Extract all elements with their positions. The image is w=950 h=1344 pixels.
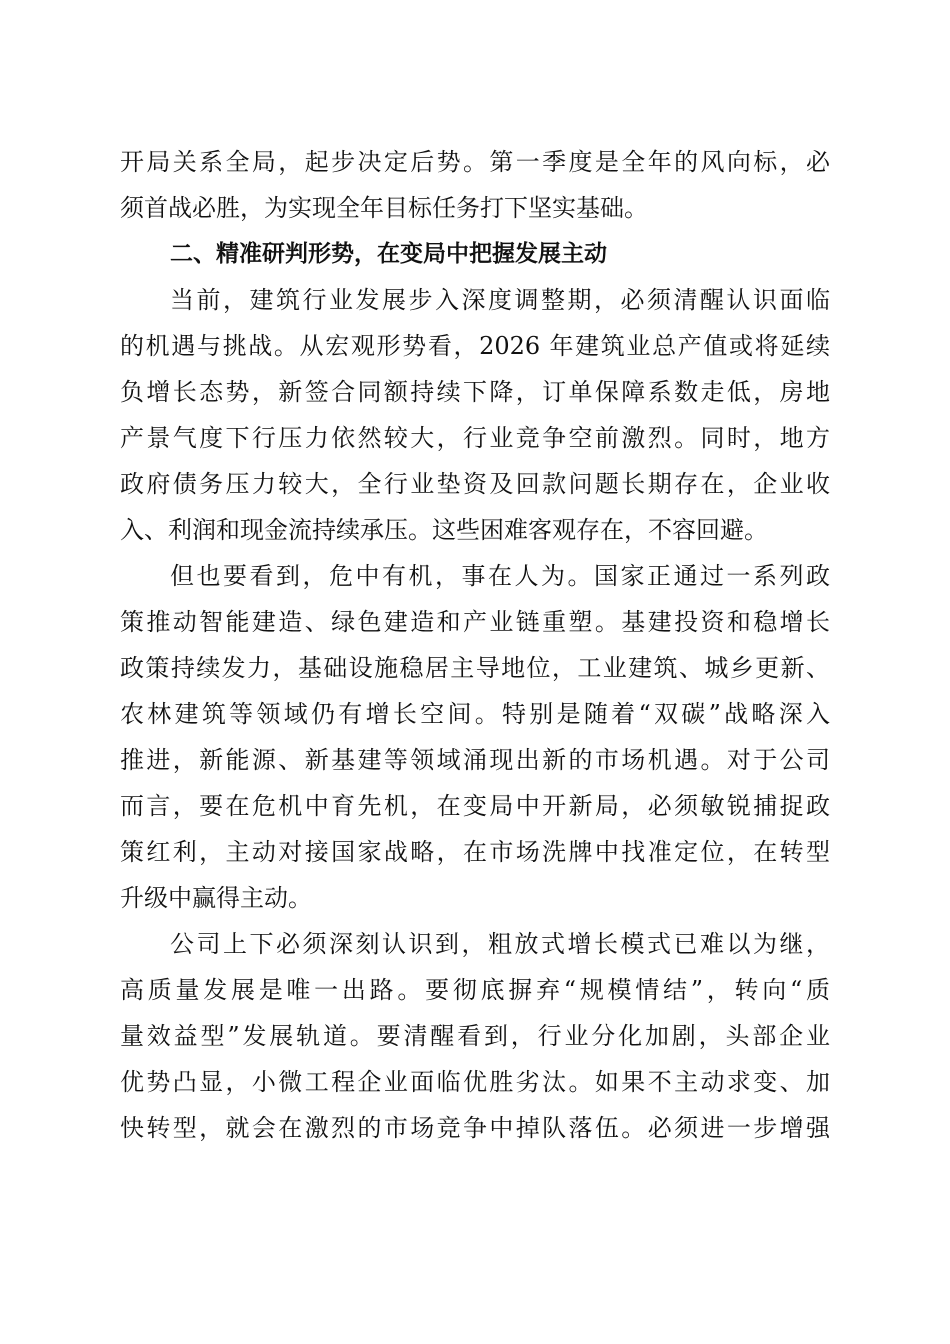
section-heading: 二、精准研判形势，在变局中把握发展主动 [170,241,607,267]
paragraph-line: 推进，新能源、新基建等领域涌现出新的市场机遇。对于公司 [120,746,830,774]
paragraph-line: 农林建筑等领域仍有增长空间。特别是随着“双碳”战略深入 [120,700,830,728]
paragraph-line: 的机遇与挑战。从宏观形势看，2026 年建筑业总产值或将延续 [120,332,830,360]
paragraph-line: 快转型，就会在激烈的市场竞争中掉队落伍。必须进一步增强 [120,1114,830,1142]
paragraph-line: 政府债务压力较大，全行业垫资及回款问题长期存在，企业收 [120,470,830,498]
paragraph-line: 升级中赢得主动。 [120,884,312,912]
paragraph-line: 产景气度下行压力依然较大，行业竞争空前激烈。同时，地方 [120,424,830,452]
paragraph-line: 政策持续发力，基础设施稳居主导地位，工业建筑、城乡更新、 [120,654,830,682]
paragraph-line: 优势凸显，小微工程企业面临优胜劣汰。如果不主动求变、加 [120,1068,830,1096]
paragraph-line: 量效益型”发展轨道。要清醒看到，行业分化加剧，头部企业 [120,1022,830,1050]
paragraph-line: 但也要看到，危中有机，事在人为。国家正通过一系列政 [170,562,830,590]
paragraph-line: 入、利润和现金流持续承压。这些困难客观存在，不容回避。 [120,516,768,544]
paragraph-line: 而言，要在危机中育先机，在变局中开新局，必须敏锐捕捉政 [120,792,830,820]
paragraph-line: 开局关系全局，起步决定后势。第一季度是全年的风向标，必 [120,148,830,176]
paragraph-line: 策红利，主动对接国家战略，在市场洗牌中找准定位，在转型 [120,838,830,866]
paragraph-line: 策推动智能建造、绿色建造和产业链重塑。基建投资和稳增长 [120,608,830,636]
paragraph-line: 公司上下必须深刻认识到，粗放式增长模式已难以为继， [170,930,830,958]
paragraph-line: 高质量发展是唯一出路。要彻底摒弃“规模情结”，转向“质 [120,976,830,1004]
paragraph-line: 须首战必胜，为实现全年目标任务打下坚实基础。 [120,194,648,222]
paragraph-line: 当前，建筑行业发展步入深度调整期，必须清醒认识面临 [170,286,830,314]
paragraph-line: 负增长态势，新签合同额持续下降，订单保障系数走低，房地 [120,378,830,406]
